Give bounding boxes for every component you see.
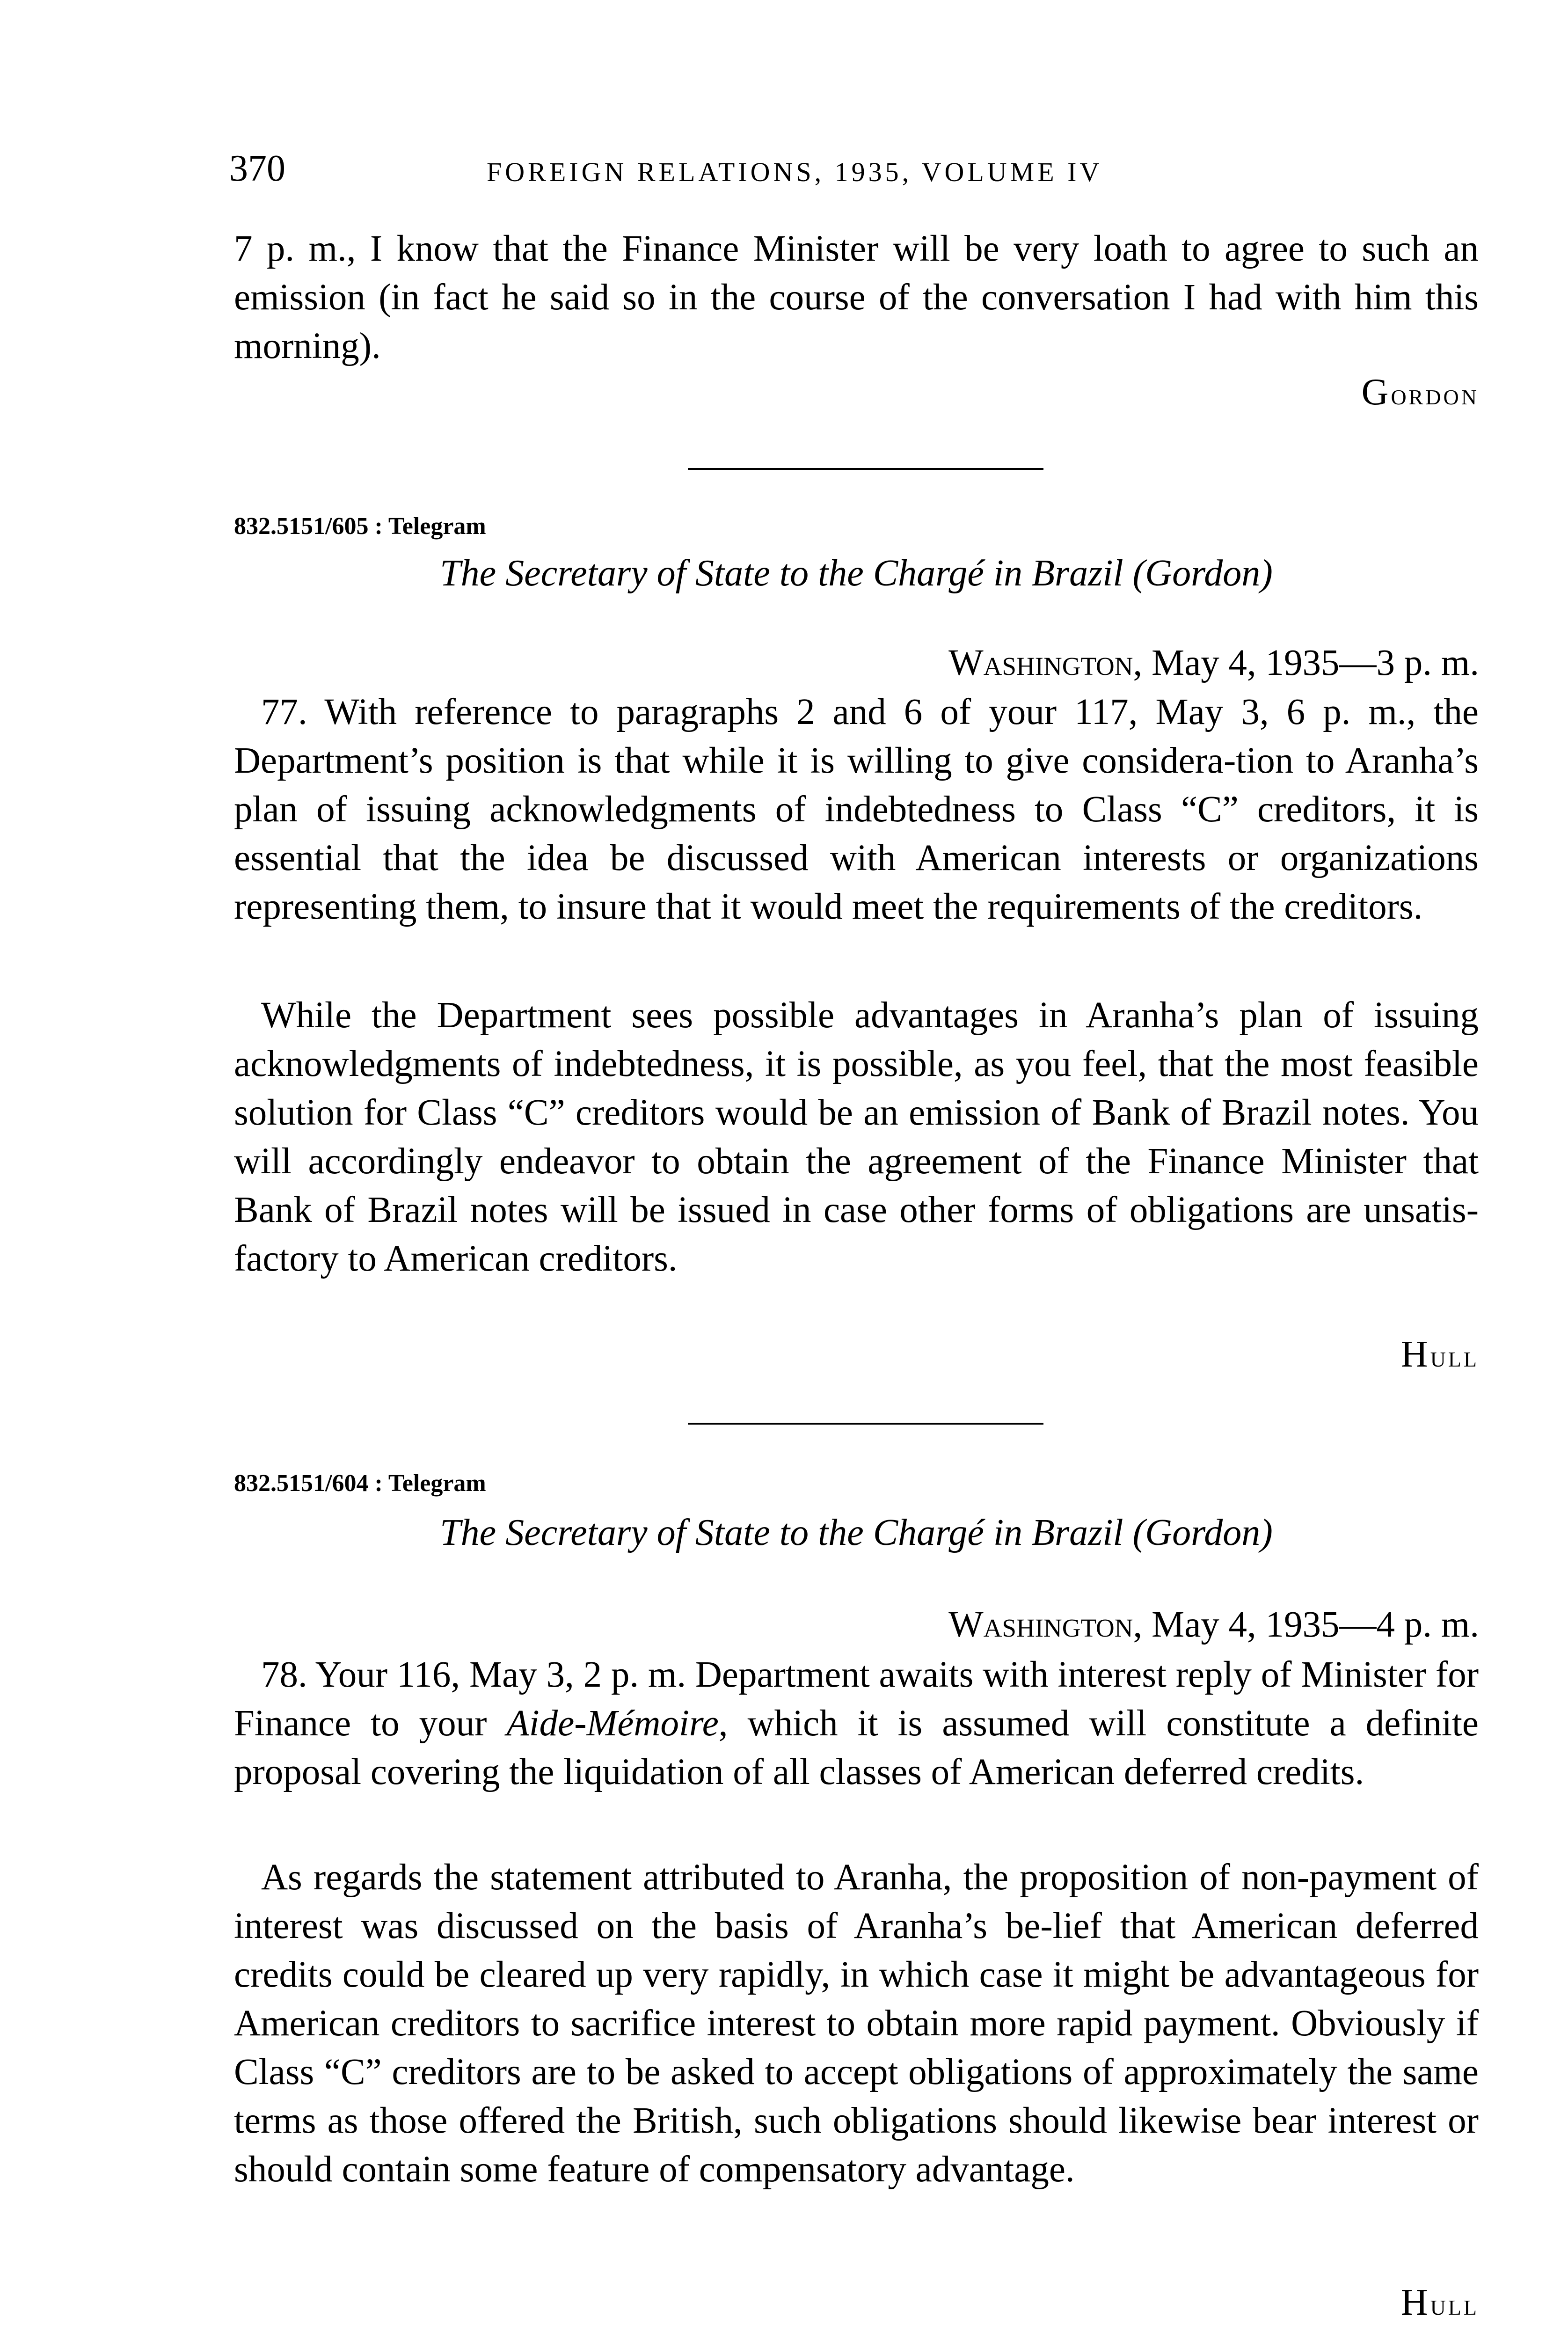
- dateline-2: [948, 1601, 1479, 1649]
- dateline-place-1: Washington: [948, 643, 1133, 683]
- doc1-paragraph-1: 77. With reference to paragraphs 2 and 6 of your 117, May 3, 6 p. m., the Department’s position is that while it is willing to give considera-tion to Aranha’s plan of issuing acknowledgments of indebtedness to Class “C” creditors, it is essential that the idea be discussed with American interests or organizations representing them, to insure that it would meet the requirements of the creditors.: [234, 692, 1479, 927]
- intro-paragraph: 7 p. m., I know that the Finance Minister will be very loath to agree to such an emission (in fact he said so in the course of the conversation I had with him this morning).: [234, 228, 1479, 366]
- doc2-paragraph-1-start: 78. Your 116, May 3, 2 p. m. Department awaits with interest reply of Minister for Finance to your: [234, 1654, 1479, 1744]
- signature-gordon: Gordon: [1361, 372, 1479, 413]
- page-header: [0, 140, 1568, 197]
- doc2-paragraph-1-end: , which it is assumed will constitute a definite proposal covering the liquidation of all classes of American deferred credits.: [234, 1703, 1479, 1792]
- section-divider: [688, 468, 1043, 470]
- document-title-1: The Secretary of State to the Chargé in Brazil (Gordon): [440, 553, 1273, 594]
- file-reference-605: 832.5151/605 : Telegram: [234, 513, 486, 540]
- dateline-1: [948, 639, 1479, 687]
- dateline-date-2: , May 4, 1935—4 p. m.: [1133, 1604, 1479, 1645]
- dateline-place-2: Washington: [948, 1604, 1133, 1645]
- doc2-paragraph-2: As regards the statement attributed to Aranha, the proposition of non-payment of interest was discussed on the basis of Aranha’s be-lief that American deferred credits could be cleared up very rapidly, in which case it might be advantageous for American creditors to sacrifice interest to obtain more rapid payment. Obviously if Class “C” creditors are to be asked to accept obligations of approximately the same terms as those offered the British, such obligations should likewise bear interest or should contain some feature of compensatory advantage.: [234, 1857, 1479, 2190]
- signature-hull-1: Hull: [1400, 1334, 1479, 1375]
- file-reference-604: 832.5151/604 : Telegram: [234, 1470, 486, 1497]
- signature-hull-2: Hull: [1400, 2282, 1479, 2323]
- document-title-2: The Secretary of State to the Chargé in Brazil (Gordon): [440, 1512, 1273, 1553]
- section-divider: [688, 1423, 1043, 1425]
- page-number: 370: [229, 148, 285, 189]
- doc1-paragraph-2: While the Department sees possible advantages in Aranha’s plan of issuing acknowledgments of indebtedness, it is possible, as you feel, that the most feasible solution for Class “C” creditors would be an emission of Bank of Brazil notes. You will accordingly endeavor to obtain the agreement of the Finance Minister that Bank of Brazil notes will be issued in case other forms of obligations are unsatis-factory to American creditors.: [234, 995, 1479, 1279]
- doc2-paragraph-1: [234, 1651, 1479, 1797]
- aide-memoire-term: Aide-Mémoire: [506, 1703, 719, 1744]
- running-head: FOREIGN RELATIONS, 1935, VOLUME IV: [487, 157, 1103, 187]
- dateline-date-1: , May 4, 1935—3 p. m.: [1133, 643, 1479, 683]
